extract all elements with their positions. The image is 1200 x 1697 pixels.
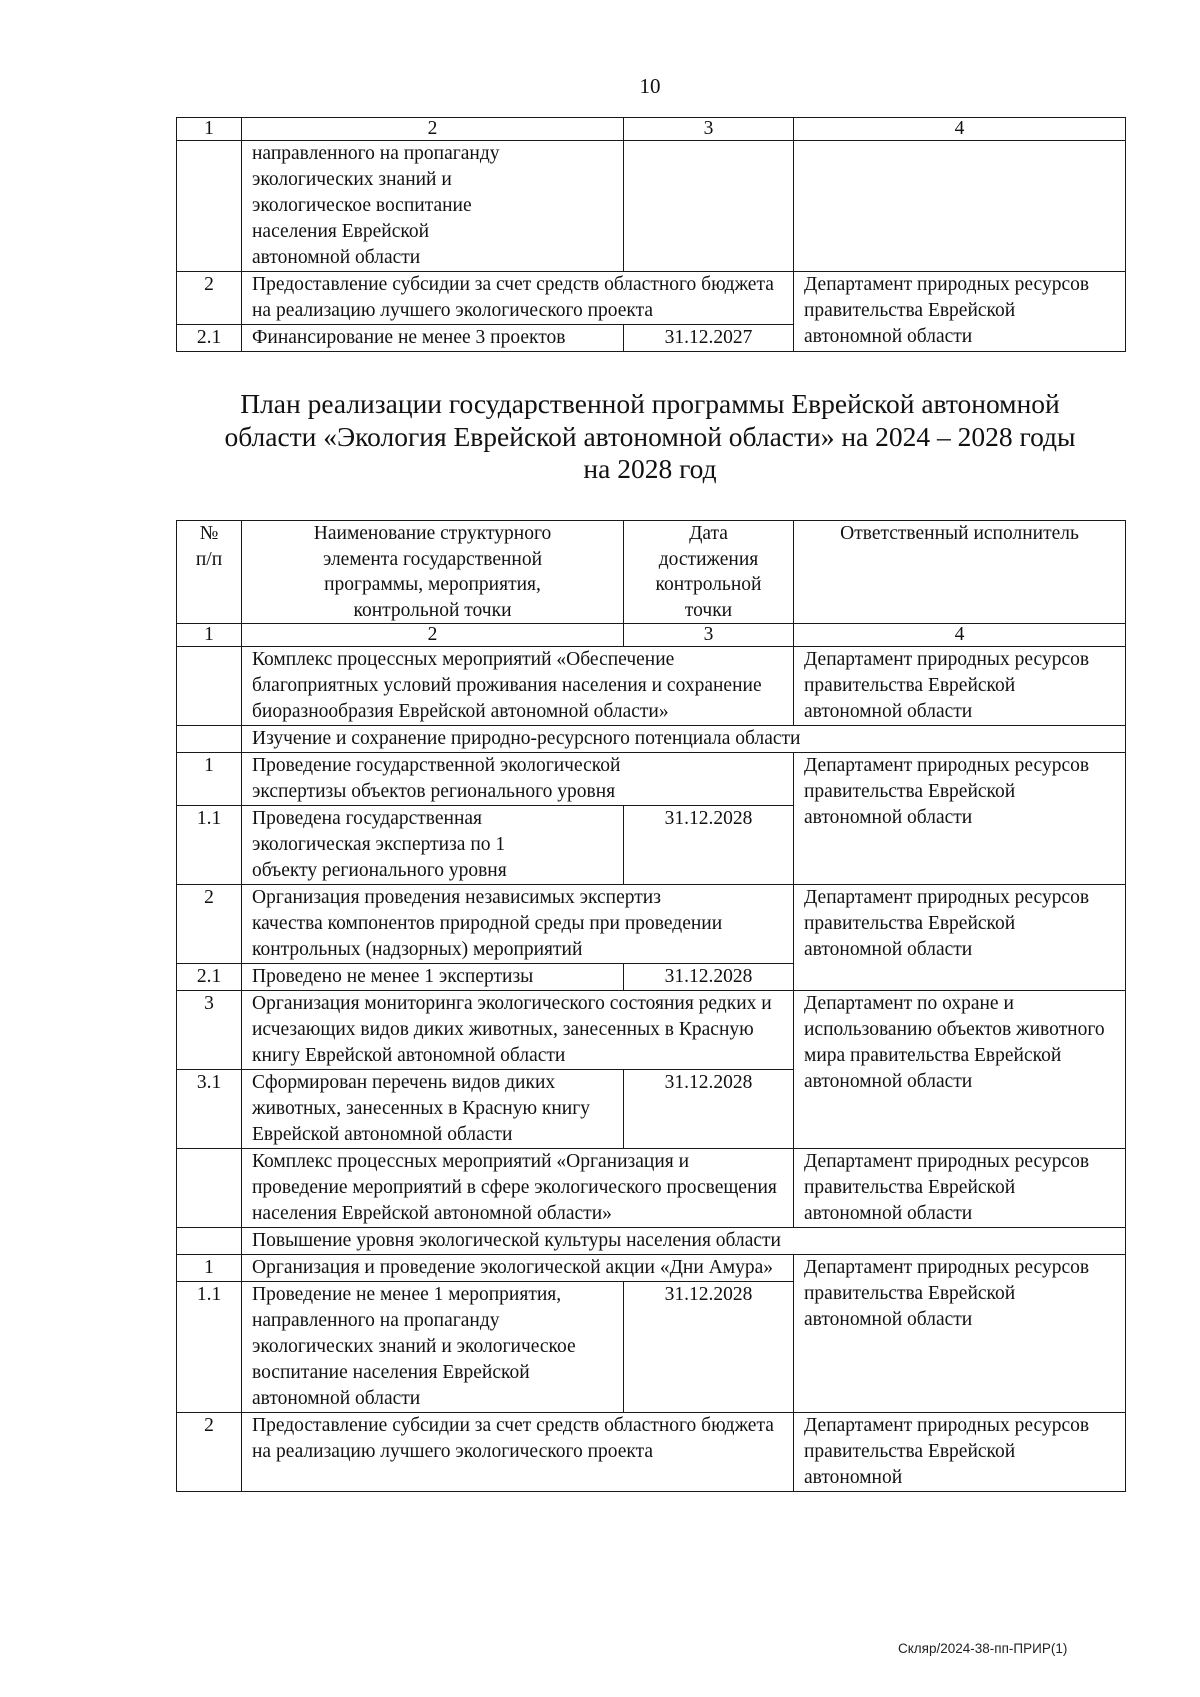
continuation-table — [176, 117, 1126, 352]
row-number — [177, 1149, 242, 1228]
column-number: 4 — [794, 624, 1126, 647]
row-executor: Департамент природных ресурсов правительства Еврейской автономной области — [794, 647, 1126, 726]
table-row — [177, 1255, 1126, 1282]
row-number: 1 — [177, 1255, 242, 1282]
column-number: 4 — [794, 118, 1126, 141]
plan-table — [176, 520, 1126, 1492]
row-date: 31.12.2028 — [624, 964, 794, 991]
row-date: 31.12.2028 — [624, 806, 794, 885]
row-name: Организация мониторинга экологического состояния редких и исчезающих видов диких животных, занесенных в Красную книгу Еврейской автономной области — [242, 991, 794, 1070]
row-name: направленного на пропаганду экологических знаний и экологическое воспитание населения Еврейской автономной области — [242, 141, 624, 272]
header-date: Дата достижения контрольной точки — [624, 521, 794, 624]
page-number: 10 — [639, 74, 661, 98]
row-number: 1.1 — [177, 1282, 242, 1413]
plan-title-line: на 2028 год — [583, 453, 717, 484]
section-title: Изучение и сохранение природно-ресурсного потенциала области — [242, 726, 1126, 753]
row-name: Финансирование не менее 3 проектов — [242, 325, 624, 352]
plan-title-line: План реализации государственной программы Еврейской автономной — [240, 388, 1060, 419]
table-row — [177, 1413, 1126, 1492]
row-name: Проведено не менее 1 экспертизы — [242, 964, 624, 991]
column-number: 2 — [242, 118, 624, 141]
row-date — [624, 141, 794, 272]
table-row — [177, 1149, 1126, 1228]
section-title: Повышение уровня экологической культуры населения области — [242, 1228, 1126, 1255]
column-numbers-row — [177, 624, 1126, 647]
row-name: Сформирован перечень видов диких животных, занесенных в Красную книгу Еврейской автономной области — [242, 1070, 624, 1149]
row-name: Комплекс процессных мероприятий «Организация и проведение мероприятий в сфере экологического просвещения населения Еврейской автономной области» — [242, 1149, 794, 1228]
row-executor: Департамент по охране и использованию объектов животного мира правительства Еврейской автономной области — [794, 991, 1126, 1149]
row-executor: Департамент природных ресурсов правительства Еврейской автономной области — [794, 1149, 1126, 1228]
row-name: Комплекс процессных мероприятий «Обеспечение благоприятных условий проживания населения и сохранение биоразнообразия Еврейской автономной области» — [242, 647, 794, 726]
row-number: 2 — [177, 1413, 242, 1492]
row-executor — [794, 141, 1126, 272]
row-executor: Департамент природных ресурсов правительства Еврейской автономной области — [794, 1255, 1126, 1413]
row-date: 31.12.2027 — [624, 325, 794, 352]
section-row — [177, 726, 1126, 753]
document-code: Скляр/2024-38-пп-ПРИР(1) — [898, 1641, 1068, 1656]
row-number: 2.1 — [177, 964, 242, 991]
row-date: 31.12.2028 — [624, 1282, 794, 1413]
column-number: 1 — [177, 624, 242, 647]
row-number: 2 — [177, 272, 242, 325]
plan-title — [170, 388, 1130, 486]
table-row — [177, 272, 1126, 325]
row-executor: Департамент природных ресурсов правительства Еврейской автономной — [794, 1413, 1126, 1492]
header-row — [177, 521, 1126, 624]
row-name: Проведение не менее 1 мероприятия, направленного на пропаганду экологических знаний и экологическое воспитание населения Еврейской автономной области — [242, 1282, 624, 1413]
row-number: 1 — [177, 753, 242, 806]
row-number: 3.1 — [177, 1070, 242, 1149]
column-number: 3 — [624, 118, 794, 141]
row-executor: Департамент природных ресурсов правительства Еврейской автономной области — [794, 753, 1126, 885]
row-number: 2.1 — [177, 325, 242, 352]
row-number — [177, 647, 242, 726]
row-executor: Департамент природных ресурсов правительства Еврейской автономной области — [794, 885, 1126, 991]
section-row — [177, 1228, 1126, 1255]
row-name: Предоставление субсидии за счет средств областного бюджета на реализацию лучшего экологического проекта — [242, 272, 794, 325]
row-name: Организация и проведение экологической акции «Дни Амура» — [242, 1255, 794, 1282]
table-row — [177, 141, 1126, 272]
row-name: Предоставление субсидии за счет средств областного бюджета на реализацию лучшего экологического проекта — [242, 1413, 794, 1492]
table-row — [177, 991, 1126, 1070]
plan-title-line: области «Экология Еврейской автономной области» на 2024 – 2028 годы — [224, 420, 1076, 452]
header-executor: Ответственный исполнитель — [794, 521, 1126, 624]
row-executor: Департамент природных ресурсов правительства Еврейской автономной области — [794, 272, 1126, 352]
row-date: 31.12.2028 — [624, 1070, 794, 1149]
column-number: 1 — [177, 118, 242, 141]
empty-cell — [177, 726, 242, 753]
row-number: 1.1 — [177, 806, 242, 885]
column-numbers-row — [177, 118, 1126, 141]
table-row — [177, 647, 1126, 726]
row-name: Проведение государственной экологической экспертизы объектов регионального уровня — [242, 753, 794, 806]
column-number: 2 — [242, 624, 624, 647]
row-number: 2 — [177, 885, 242, 964]
row-name: Проведена государственная экологическая экспертиза по 1 объекту регионального уровня — [242, 806, 624, 885]
table-row — [177, 885, 1126, 964]
row-name: Организация проведения независимых экспертиз качества компонентов природной среды при проведении контрольных (надзорных) мероприятий — [242, 885, 794, 964]
empty-cell — [177, 1228, 242, 1255]
row-number: 3 — [177, 991, 242, 1070]
header-name: Наименование структурного элемента государственной программы, мероприятия, контрольной точки — [242, 521, 624, 624]
table-row — [177, 753, 1126, 806]
column-number: 3 — [624, 624, 794, 647]
row-number — [177, 141, 242, 272]
header-number: № п/п — [177, 521, 242, 624]
